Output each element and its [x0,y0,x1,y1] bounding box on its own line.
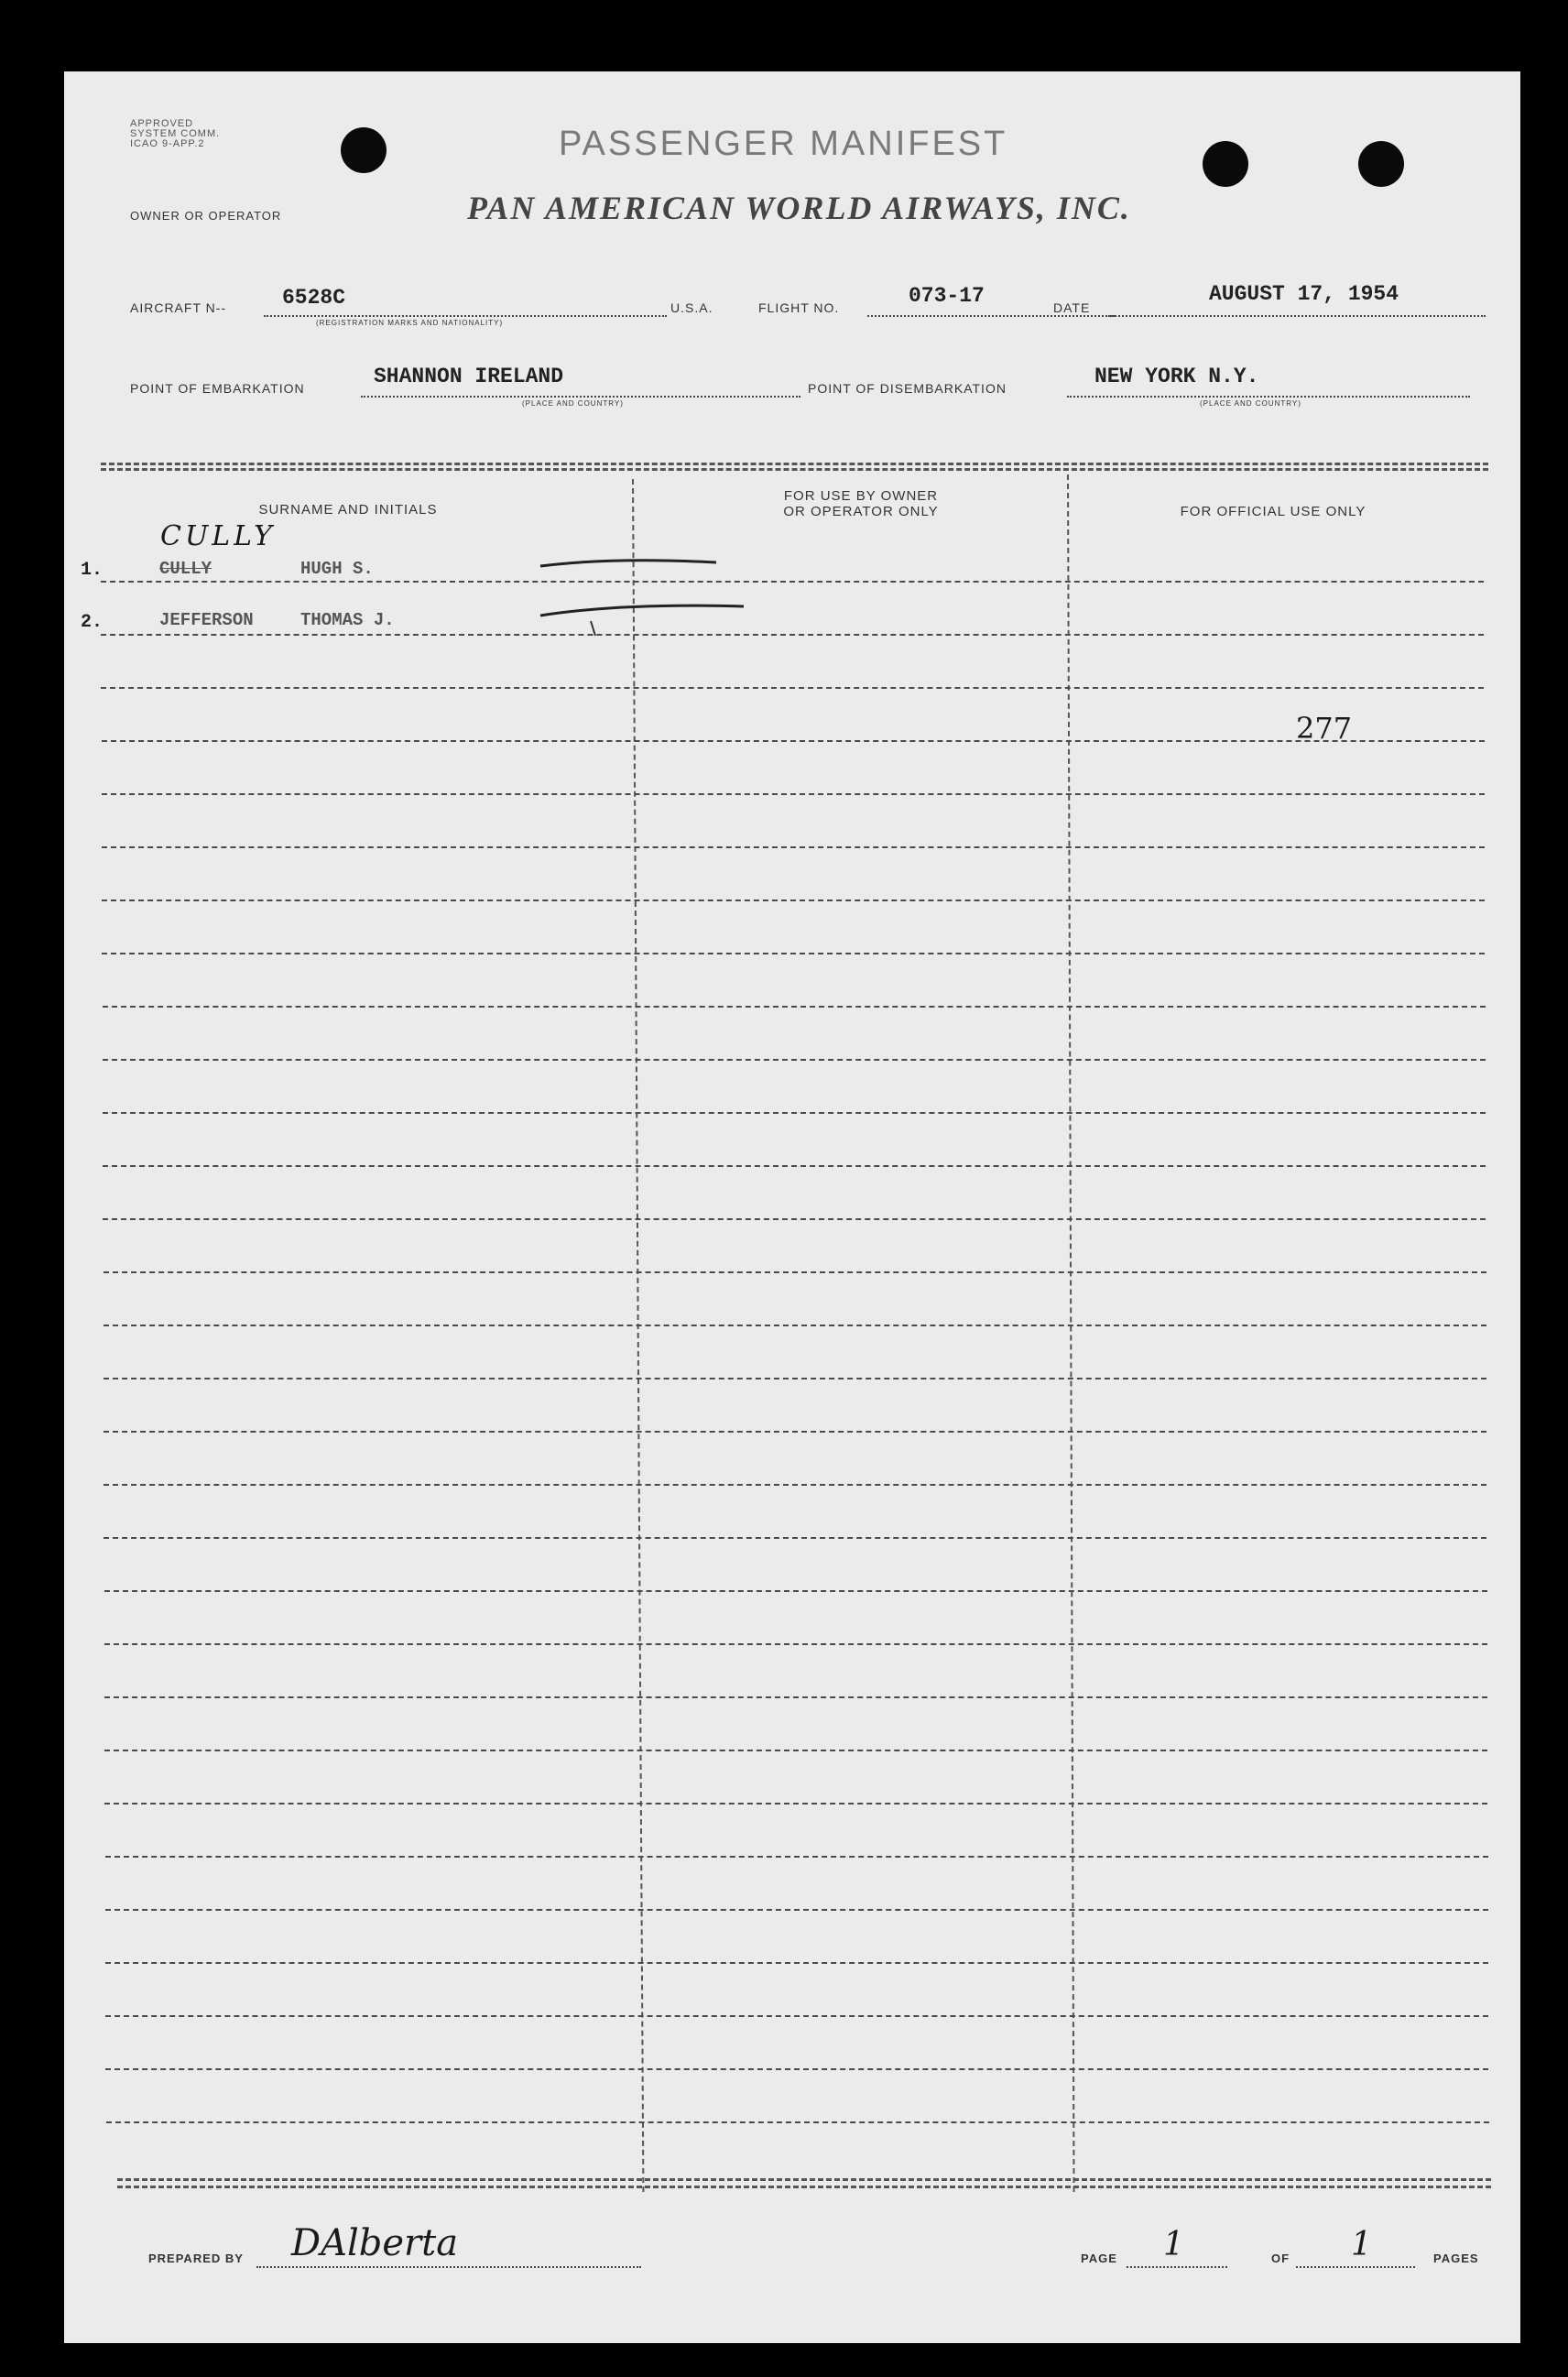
approval-stamp: APPROVED SYSTEM COMM. ICAO 9-APP.2 [130,118,221,149]
ruled-line [102,846,1485,848]
ruled-line [106,2121,1489,2123]
ruled-line [105,1962,1488,1964]
ruled-line [103,1431,1486,1433]
table-bottom-border [117,2186,1491,2188]
passenger-surname: JEFFERSON [159,610,254,630]
manifest-sheet [64,71,1520,2343]
disembarkation-label: POINT OF DISEMBARKATION [808,381,1007,396]
embarkation-value: SHANNON IRELAND [374,365,564,388]
ruled-line [105,2015,1488,2017]
passenger-number: 2. [81,612,103,633]
aircraft-label: AIRCRAFT N-- [130,300,227,315]
ruled-line [102,953,1485,954]
ruled-line [102,793,1485,795]
ruled-line [105,1909,1488,1911]
signature: DAlberta [291,2222,459,2264]
page-value: 1 [1163,2226,1184,2263]
page-label: PAGE [1081,2252,1117,2265]
flight-label: FLIGHT NO. [758,300,840,315]
passenger-initials: THOMAS J. [300,610,395,630]
column-divider [1067,474,1075,2192]
handwritten-marks [64,71,1520,713]
usa-label: U.S.A. [670,300,713,315]
ruled-line [104,1590,1487,1592]
of-underline [1296,2266,1415,2268]
company-name: PAN AMERICAN WORLD AIRWAYS, INC. [467,190,1131,226]
ruled-line [103,1378,1486,1379]
ruled-line [104,1643,1487,1645]
official-note: 277 [1296,711,1353,746]
date-label: DATE [1053,300,1091,315]
handwritten-correction: CULLY [160,520,276,552]
passenger-surname: CULLY [159,559,212,579]
registration-note: (REGISTRATION MARKS AND NATIONALITY) [316,319,504,327]
page-underline [1127,2266,1227,2268]
page-title: PASSENGER MANIFEST [559,125,1008,163]
passenger-initials: HUGH S. [300,559,374,579]
ruled-line [103,1537,1486,1539]
column-divider [632,479,644,2192]
ruled-line [103,1484,1486,1486]
ruled-line [105,2068,1488,2070]
ruled-line [103,1059,1486,1061]
pages-label: PAGES [1433,2252,1479,2265]
disembarkation-value: NEW YORK N.Y. [1094,365,1259,388]
embarkation-label: POINT OF EMBARKATION [130,381,305,396]
aircraft-value: 6528C [282,286,346,310]
col-header-surname: SURNAME AND INITIALS [258,502,438,518]
date-value: AUGUST 17, 1954 [1209,282,1399,306]
embarkation-note: (PLACE AND COUNTRY) [522,399,624,408]
col-header-official: FOR OFFICIAL USE ONLY [1180,504,1367,519]
passenger-number: 1. [81,560,103,581]
ruled-line [103,1165,1486,1167]
disembarkation-note: (PLACE AND COUNTRY) [1200,399,1301,408]
ruled-line [103,1325,1486,1326]
of-label: OF [1271,2252,1290,2265]
ruled-line [105,1856,1488,1858]
flight-value: 073-17 [909,284,985,308]
ruled-line [103,1006,1486,1008]
table-bottom-border [117,2178,1491,2181]
ruled-line [103,1112,1486,1114]
prepared-label: PREPARED BY [148,2252,244,2265]
ruled-line [103,1218,1486,1220]
ruled-line [104,1696,1487,1698]
ruled-line [104,1750,1487,1751]
ruled-line [103,1271,1486,1273]
ruled-line [102,900,1485,901]
col-header-owner: FOR USE BY OWNER OR OPERATOR ONLY [783,488,939,519]
ruled-line [102,740,1485,742]
owner-label: OWNER OR OPERATOR [130,209,282,223]
prepared-underline [256,2266,641,2268]
of-value: 1 [1351,2226,1372,2263]
ruled-line [104,1803,1487,1805]
